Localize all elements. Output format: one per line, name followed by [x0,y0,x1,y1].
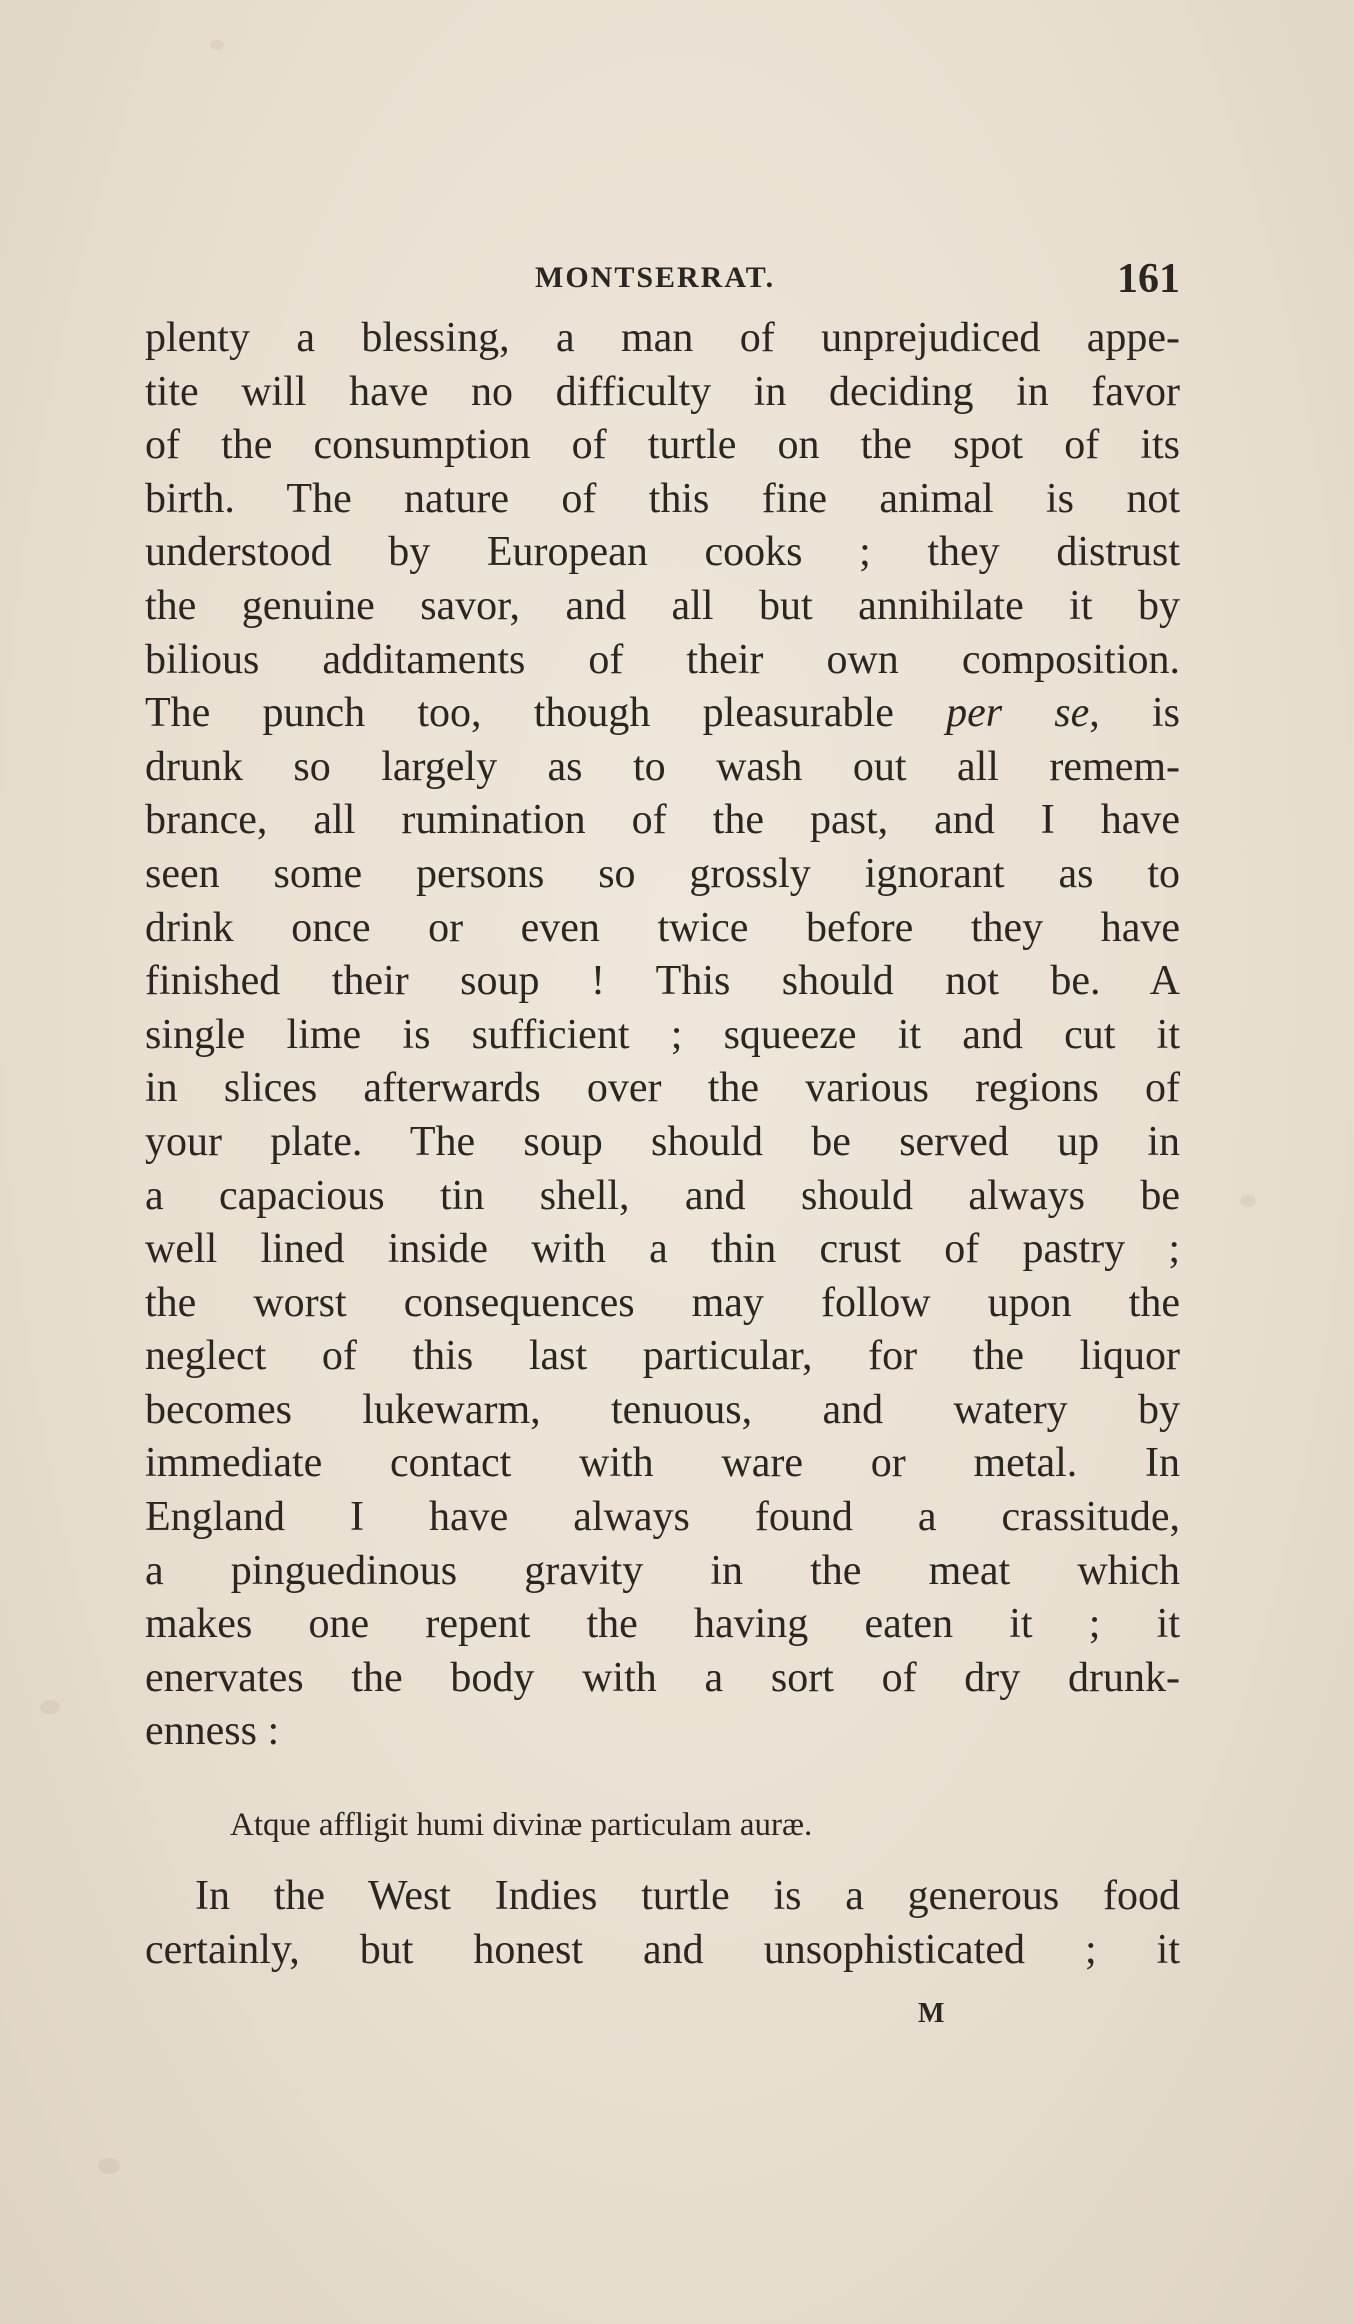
italic-phrase: per se [946,690,1090,737]
text-line: birth. The nature of this fine animal is not [145,475,1180,522]
text-line: of the consumption of turtle on the spot of its [145,422,1180,469]
text-line: finished their soup ! This should not be. A [145,958,1180,1005]
text-line: your plate. The soup should be served up in [145,1118,1180,1165]
next-paragraph [145,1870,1180,1977]
text-line: becomes lukewarm, tenuous, and watery by [145,1386,1180,1433]
text-line: in slices afterwards over the various regions of [145,1065,1180,1112]
text-line: seen some persons so grossly ignorant as to [145,850,1180,897]
text-line: drink once or even twice before they have [145,904,1180,951]
text-line: bilious additaments of their own composition. [145,636,1180,683]
text-line: well lined inside with a thin crust of pastry ; [145,1226,1180,1273]
text-line: brance, all rumination of the past, and I have [145,797,1180,844]
latin-quotation: Atque affligit humi divinæ particulam auræ. [230,1807,813,1843]
text-line: tite will have no difficulty in deciding in favor [145,368,1180,415]
text-line: a capacious tin shell, and should always be [145,1172,1180,1219]
text-line: enness : [145,1708,280,1755]
text-line: certainly, but honest and unsophisticated ; it [145,1926,1180,1973]
text-fragment: The punch too, though pleasurable [145,690,947,737]
page-header [145,255,1180,305]
text-line [145,687,1180,741]
foxing-spot [40,1700,60,1714]
running-head: MONTSERRAT. [535,261,776,294]
signature-mark: M [918,1998,946,2029]
text-line: the worst consequences may follow upon the [145,1279,1180,1326]
text-line: In the West Indies turtle is a generous food [195,1873,1180,1919]
text-line: a pinguedinous gravity in the meat which [145,1547,1180,1594]
foxing-spot [210,40,224,50]
page-number: 161 [1117,256,1180,302]
text-line: England I have always found a crassitude, [145,1494,1180,1541]
text-line: enervates the body with a sort of dry drunk- [145,1654,1180,1701]
text-line: makes one repent the having eaten it ; it [145,1601,1180,1648]
text-line: understood by European cooks ; they distrust [145,529,1180,576]
text-line: single lime is sufficient ; squeeze it and cut it [145,1011,1180,1058]
text-fragment: , is [1089,690,1180,737]
text-line: drunk so largely as to wash out all remem- [145,743,1180,790]
body-paragraph [145,312,1180,1759]
text-line: neglect of this last particular, for the liquor [145,1333,1180,1380]
text-line: the genuine savor, and all but annihilate it by [145,582,1180,629]
text-line: plenty a blessing, a man of unprejudiced appe- [145,315,1180,361]
foxing-spot [98,2158,120,2174]
foxing-spot [1240,1195,1256,1207]
text-line: immediate contact with ware or metal. In [145,1440,1180,1487]
